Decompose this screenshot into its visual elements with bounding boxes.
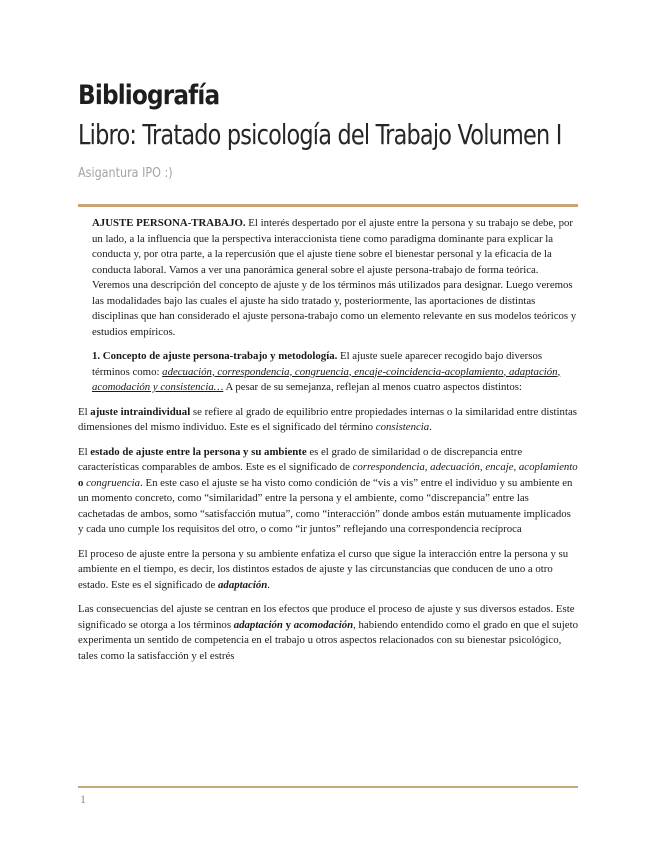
paragraph-text: El proceso de ajuste entre la persona y su ambiente enfatiza el curso que sigue la interacción entre la persona y su ambiente en el tiempo, es decir, los distintos estados de ajuste y las circunstancias que conducen de uno a otro estado. Este es el significado de — [78, 547, 569, 591]
course-name: Asigantura IPO :) — [78, 166, 173, 181]
paragraph-text: es el grado de similaridad o de discrepancia entre características comparables de ambos. Este es el significado de — [78, 445, 523, 473]
paragraph-lead: AJUSTE PERSONA-TRABAJO. — [92, 217, 246, 229]
paragraph-text: A pesar de su semejanza, reflejan al menos cuatro aspectos distintos: — [223, 381, 522, 393]
term: consistencia — [375, 421, 430, 433]
terms-list: adecuación, correspondencia, congruencia, encaje-coincidencia-acoplamiento, adaptación, acomodación y consistencia… — [92, 365, 561, 393]
paragraph-text: . — [429, 421, 432, 433]
paragraph-intraindividual — [78, 405, 578, 436]
paragraph-concept — [92, 349, 578, 396]
footer-divider — [78, 786, 578, 788]
header-divider — [78, 204, 578, 207]
conjunction: y — [282, 618, 294, 631]
document-body — [78, 216, 578, 673]
paragraph-text: El — [78, 445, 91, 458]
paragraph-consequences — [78, 602, 578, 664]
page-title: Bibliografía — [78, 80, 220, 111]
paragraph-lead: estado de ajuste entre la persona y su ambiente — [90, 445, 307, 458]
paragraph-process — [78, 547, 578, 594]
term: adaptación — [233, 618, 283, 631]
term: congruencia — [86, 476, 141, 489]
paragraph-text: se refiere al grado de equilibrio entre propiedades internas o la similaridad entre distintas dimensiones del mismo individuo. Este es el significado del término — [78, 405, 577, 433]
term: acomodación — [293, 618, 354, 631]
paragraph-lead: 1. Concepto de ajuste persona-trabajo y metodología. — [92, 350, 338, 362]
paragraph-text: , habiendo entendido como el grado en que el sujeto experimenta un sentido de competencia en el trabajo u otros aspectos relacionados con su bienestar psicológico, tales como la satisfacción y el estrés — [78, 618, 578, 662]
paragraph-intro — [92, 216, 578, 340]
paragraph-text: El — [78, 405, 91, 418]
paragraph-text: . En este caso el ajuste se ha visto como condición de “vis a vis” entre el individuo y su ambiente en un momento concreto, como “similaridad” entre la persona y el ambiente, como “discrepancia” entre las cachetadas de ambos, somo “satisfacción mutua”, como “interacción” donde ambos están mutuamente implicados y cada uno cumple los requisitos del otro, o como “ir juntos” reflejando una correspondencia recíproca — [78, 476, 573, 535]
paragraph-text: El interés despertado por el ajuste entre la persona y su trabajo se debe, por un lado, a la influencia que la perspectiva interaccionista tiene como paradigma dominante para explicar la conducta y, por otra parte, a la repercusión que el ajuste tiene sobre el bienestar personal y la eficacia de la conducta laboral. Vamos a ver una panorámica general sobre el ajuste persona-trabajo de forma teórica. Veremos una descripción del concepto de ajuste y de los términos más utilizados para designar. Luego veremos las modalidades bajo las cuales el ajuste ha sido tratado y, posteriormente, las aportaciones de distintas disciplinas que han considerado el ajuste persona-trabajo como un elemento relevante en sus modelos teóricos y estudios empíricos. — [92, 217, 577, 338]
paragraph-state — [78, 445, 578, 538]
conjunction: o — [78, 476, 87, 489]
term: adaptación — [218, 578, 268, 591]
page-subtitle: Libro: Tratado psicología del Trabajo Volumen I — [78, 118, 562, 151]
terms-list: correspondencia, adecuación, encaje, acoplamiento — [352, 461, 578, 473]
paragraph-text: El ajuste suele aparecer recogido bajo diversos términos como: — [92, 350, 543, 378]
paragraph-text: . — [267, 578, 270, 591]
page-number: 1 — [80, 792, 86, 806]
paragraph-text: Las consecuencias del ajuste se centran en los efectos que produce el proceso de ajuste y sus diversos estados. Este significado se otorga a los términos — [78, 603, 575, 631]
paragraph-lead: ajuste intraindividual — [90, 405, 191, 418]
